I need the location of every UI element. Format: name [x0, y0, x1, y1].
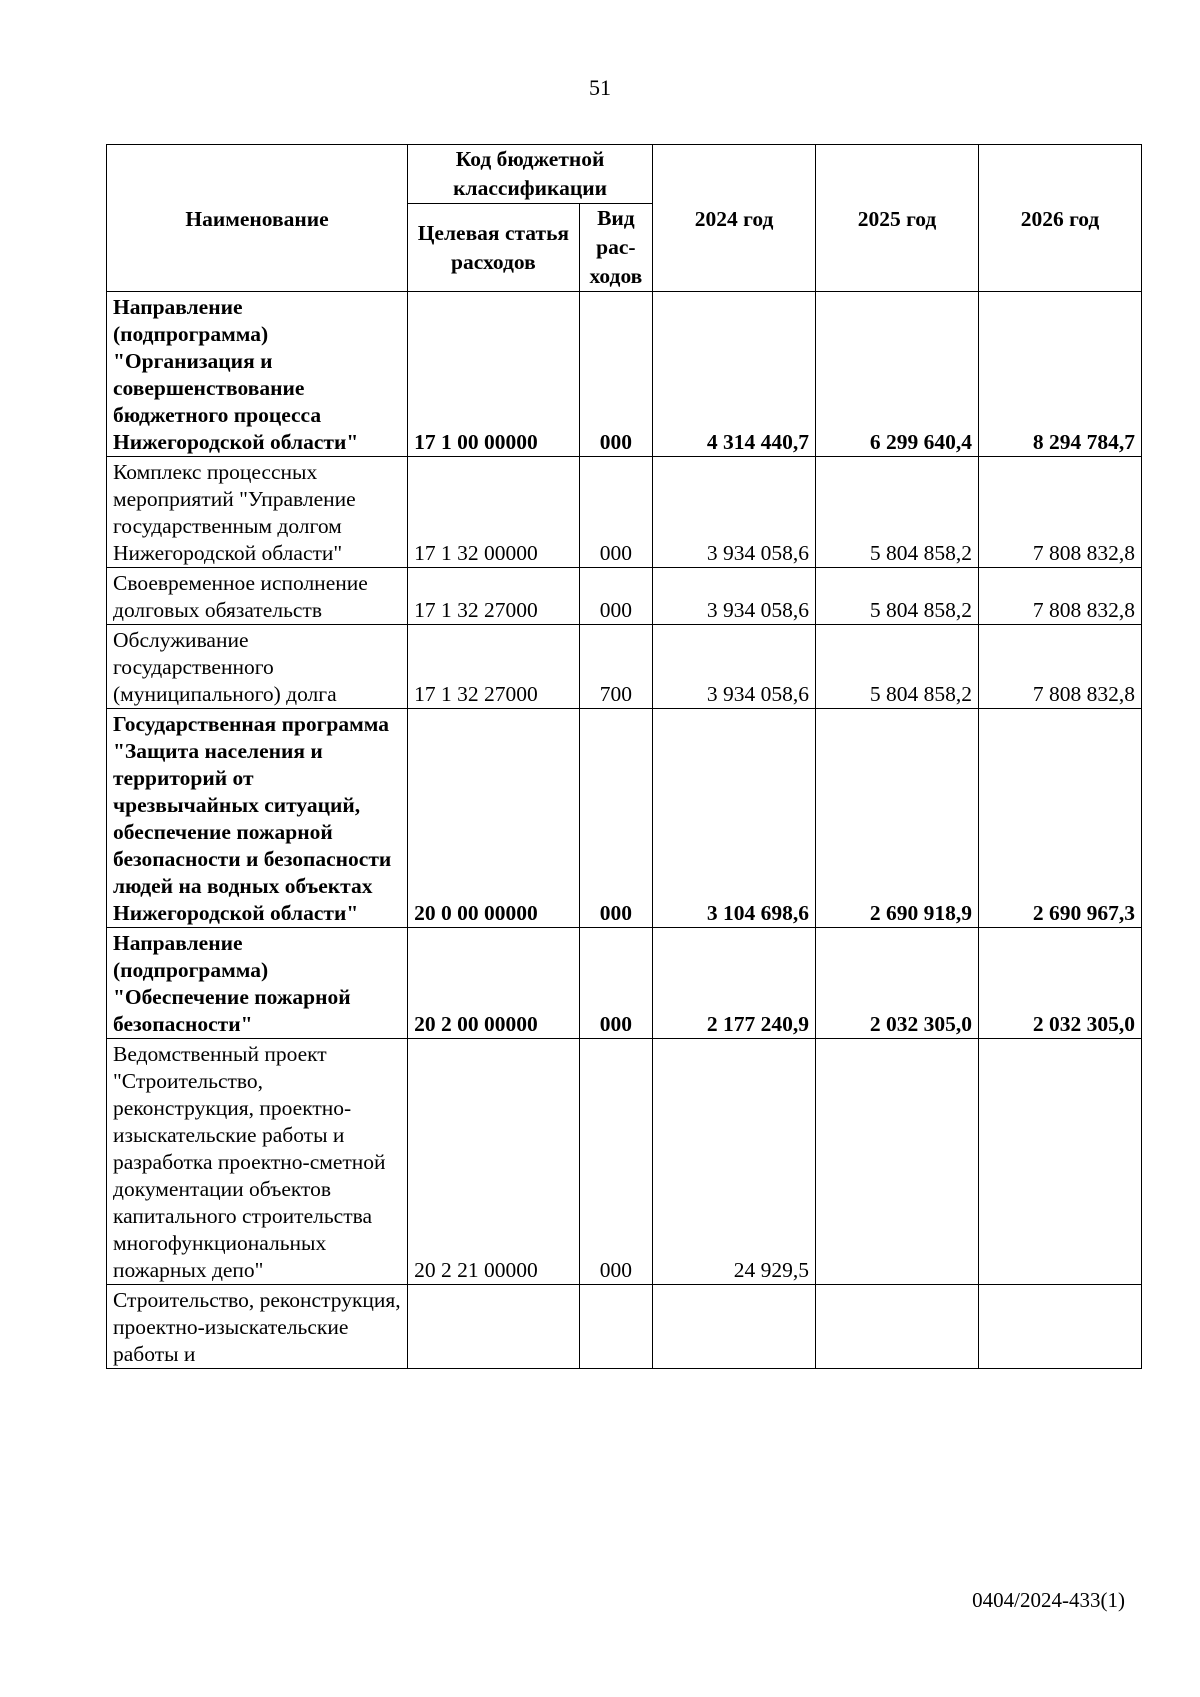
table-row — [107, 709, 1142, 928]
row-target-article-cell: 17 1 32 27000 — [408, 625, 580, 709]
row-2025-cell: 5 804 858,2 — [816, 457, 979, 568]
row-2024-cell: 2 177 240,9 — [653, 928, 816, 1039]
budget-table — [106, 144, 1142, 1369]
header-2025: 2025 год — [816, 145, 979, 292]
row-target-article-cell: 17 1 32 00000 — [408, 457, 580, 568]
table-body — [107, 292, 1142, 1369]
row-target-article-cell: 20 2 21 00000 — [408, 1039, 580, 1285]
table-row — [107, 292, 1142, 457]
table-row — [107, 457, 1142, 568]
row-2025-cell — [816, 1039, 979, 1285]
row-2024-cell: 3 934 058,6 — [653, 625, 816, 709]
row-2024-cell — [653, 1285, 816, 1369]
row-target-article-cell: 17 1 32 27000 — [408, 568, 580, 625]
row-name-cell: Государственная программа "Защита населения и территорий от чрезвычайных ситуаций, обеспечение пожарной безопасности и безопасности людей на водных объектах Нижегородской области" — [107, 709, 408, 928]
row-target-article-cell — [408, 1285, 580, 1369]
table-header — [107, 145, 1142, 292]
header-2026: 2026 год — [978, 145, 1141, 292]
header-expense-type: Вид рас-ходов — [579, 204, 652, 292]
row-2025-cell: 5 804 858,2 — [816, 568, 979, 625]
row-expense-type-cell: 000 — [579, 709, 652, 928]
row-expense-type-cell: 000 — [579, 292, 652, 457]
row-2025-cell: 5 804 858,2 — [816, 625, 979, 709]
row-2024-cell: 24 929,5 — [653, 1039, 816, 1285]
row-2025-cell — [816, 1285, 979, 1369]
header-2024: 2024 год — [653, 145, 816, 292]
row-2026-cell: 7 808 832,8 — [978, 568, 1141, 625]
row-expense-type-cell: 000 — [579, 1039, 652, 1285]
header-budget-code: Код бюджетной классификации — [408, 145, 653, 204]
row-2026-cell: 2 690 967,3 — [978, 709, 1141, 928]
row-2024-cell: 3 104 698,6 — [653, 709, 816, 928]
row-name-cell: Ведомственный проект "Строительство, реконструкция, проектно-изыскательские работы и разработка проектно-сметной документации объектов капитального строительства многофункциональных пожарных депо" — [107, 1039, 408, 1285]
row-2024-cell: 3 934 058,6 — [653, 568, 816, 625]
table-row — [107, 568, 1142, 625]
row-name-cell: Строительство, реконструкция, проектно-изыскательские работы и — [107, 1285, 408, 1369]
row-name-cell: Комплекс процессных мероприятий "Управление государственным долгом Нижегородской области" — [107, 457, 408, 568]
table-row — [107, 1285, 1142, 1369]
row-target-article-cell: 17 1 00 00000 — [408, 292, 580, 457]
row-expense-type-cell — [579, 1285, 652, 1369]
table-row — [107, 928, 1142, 1039]
table-row — [107, 1039, 1142, 1285]
row-target-article-cell: 20 0 00 00000 — [408, 709, 580, 928]
row-2026-cell: 8 294 784,7 — [978, 292, 1141, 457]
row-name-cell: Обслуживание государственного (муниципального) долга — [107, 625, 408, 709]
row-expense-type-cell: 700 — [579, 625, 652, 709]
row-2026-cell — [978, 1285, 1141, 1369]
row-2026-cell: 2 032 305,0 — [978, 928, 1141, 1039]
row-2026-cell: 7 808 832,8 — [978, 457, 1141, 568]
row-2024-cell: 3 934 058,6 — [653, 457, 816, 568]
header-name: Наименование — [107, 145, 408, 292]
page-number: 51 — [589, 75, 611, 100]
row-expense-type-cell: 000 — [579, 457, 652, 568]
header-target-article: Целевая статья расходов — [408, 204, 580, 292]
row-2026-cell: 7 808 832,8 — [978, 625, 1141, 709]
row-name-cell: Направление (подпрограмма) "Организация и совершенствование бюджетного процесса Нижегородской области" — [107, 292, 408, 457]
row-2024-cell: 4 314 440,7 — [653, 292, 816, 457]
row-target-article-cell: 20 2 00 00000 — [408, 928, 580, 1039]
row-expense-type-cell: 000 — [579, 568, 652, 625]
row-expense-type-cell: 000 — [579, 928, 652, 1039]
row-name-cell: Направление (подпрограмма) "Обеспечение пожарной безопасности" — [107, 928, 408, 1039]
row-2025-cell: 6 299 640,4 — [816, 292, 979, 457]
row-2025-cell: 2 032 305,0 — [816, 928, 979, 1039]
row-name-cell: Своевременное исполнение долговых обязательств — [107, 568, 408, 625]
document-code: 0404/2024-433(1) — [972, 1588, 1125, 1612]
table-row — [107, 625, 1142, 709]
row-2026-cell — [978, 1039, 1141, 1285]
row-2025-cell: 2 690 918,9 — [816, 709, 979, 928]
